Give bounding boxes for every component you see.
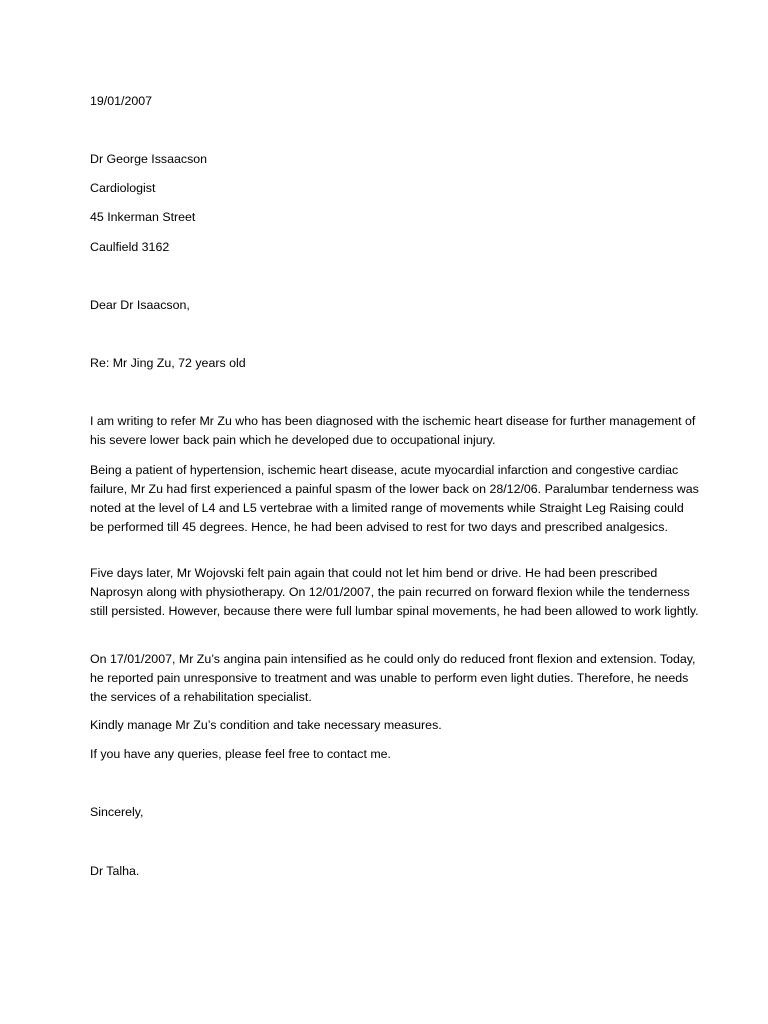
recipient-street: 45 Inkerman Street	[90, 210, 196, 224]
signature: Dr Talha.	[90, 864, 140, 878]
closing: Sincerely,	[90, 805, 144, 819]
letter-date: 19/01/2007	[90, 94, 153, 108]
body-paragraph-4: On 17/01/2007, Mr Zu’s angina pain intensified as he could only do reduced front flexion and extension. Today, he reported pain unresponsive to treatment and was unable to perform even light duties. Therefore, he needs the services of a rehabilitation specialist.	[90, 652, 696, 704]
recipient-suburb: Caulfield 3162	[90, 240, 170, 254]
body-paragraph-2: Being a patient of hypertension, ischemic heart disease, acute myocardial infarction and congestive cardiac failure, Mr Zu had first experienced a painful spasm of the lower back on 28/12/06. Paralumbar tenderness was noted at the level of L4 and L5 vertebrae with a limited range of movements while Straight Leg Raising could be performed till 45 degrees. Hence, he had been advised to rest for two days and prescribed analgesics.	[90, 463, 699, 534]
salutation: Dear Dr Isaacson,	[90, 298, 190, 312]
recipient-name: Dr George Issaacson	[90, 152, 208, 166]
body-paragraph-5: Kindly manage Mr Zu’s condition and take necessary measures.	[90, 718, 442, 732]
body-paragraph-3: Five days later, Mr Wojovski felt pain again that could not let him bend or drive. He had been prescribed Naprosyn along with physiotherapy. On 12/01/2007, the pain recurred on forward flexion while the tenderness still persisted. However, because there were full lumbar spinal movements, he had been allowed to work lightly.	[90, 566, 699, 618]
subject-line: Re: Mr Jing Zu, 72 years old	[90, 356, 246, 370]
body-paragraph-1: I am writing to refer Mr Zu who has been diagnosed with the ischemic heart disease for further management of his severe lower back pain which he developed due to occupational injury.	[90, 414, 696, 447]
recipient-title: Cardiologist	[90, 181, 156, 195]
body-paragraph-6: If you have any queries, please feel free to contact me.	[90, 747, 391, 761]
